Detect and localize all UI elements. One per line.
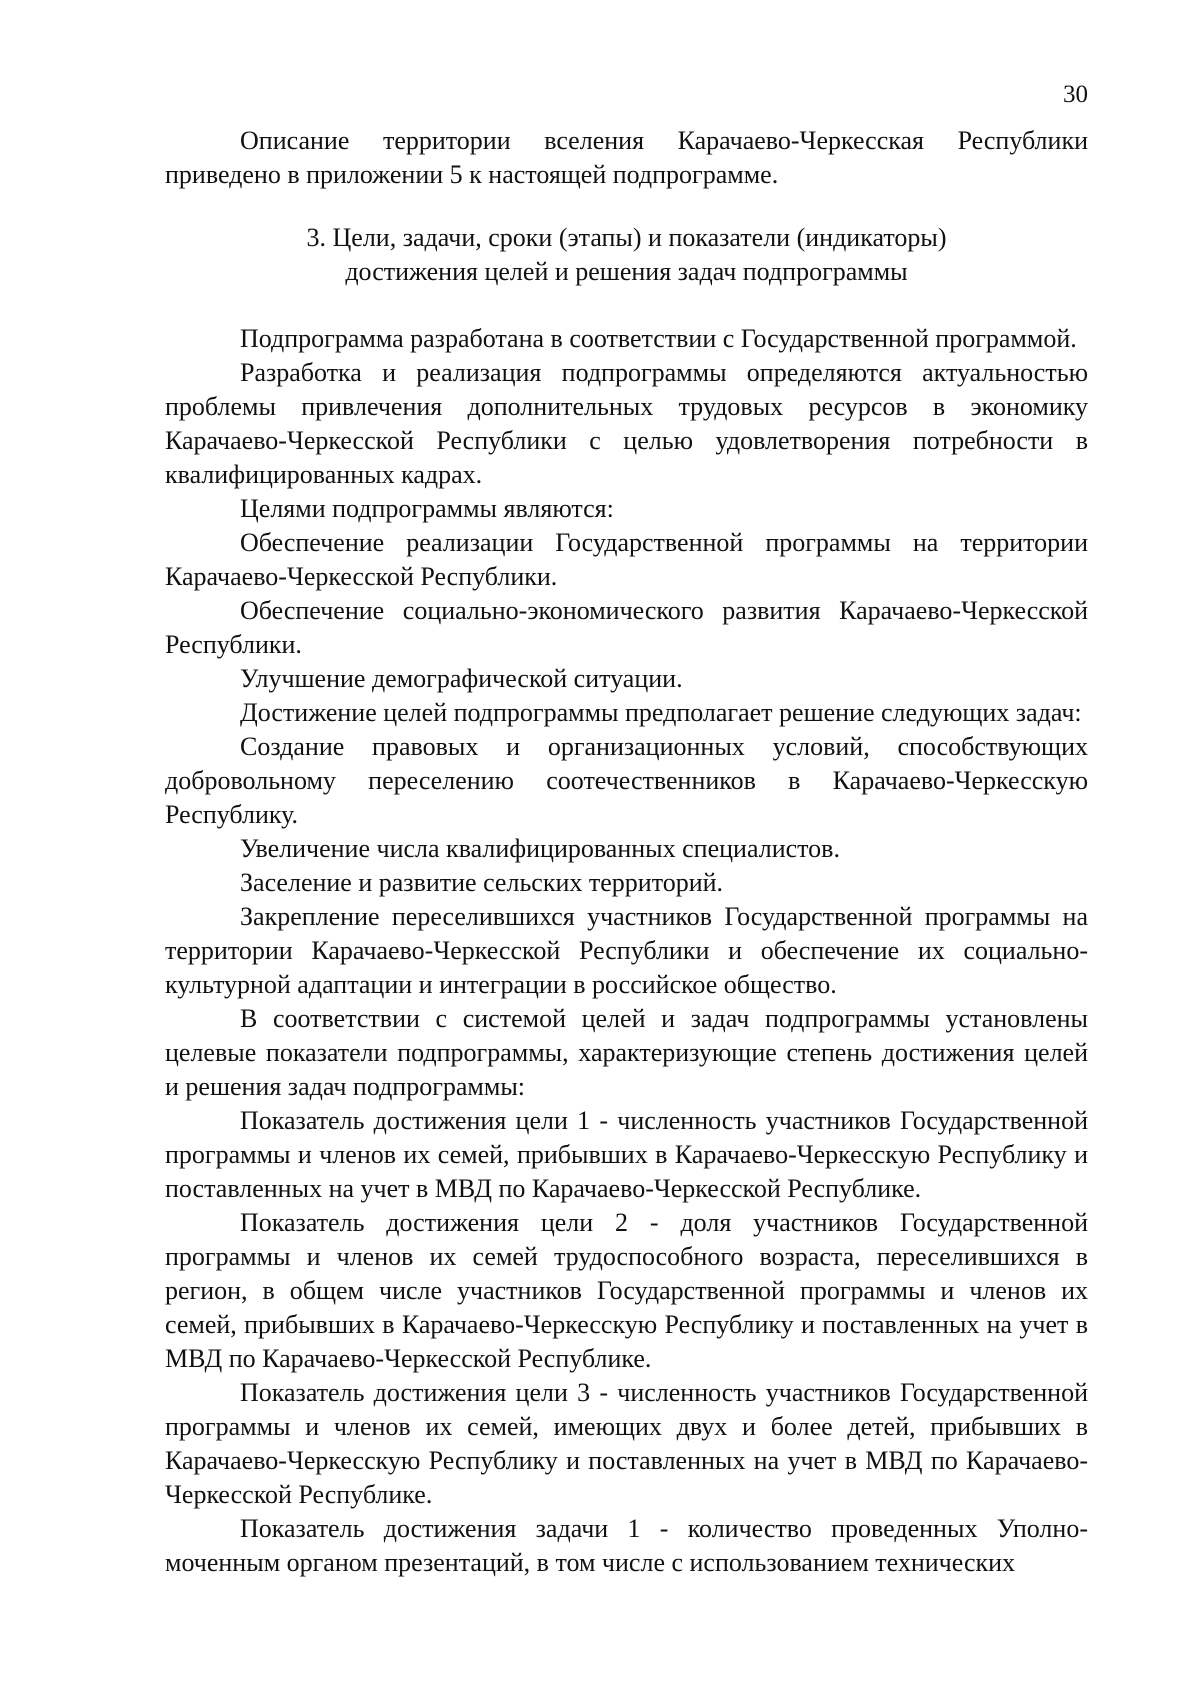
section-heading-line-1: 3. Цели, задачи, сроки (этапы) и показатели (индикаторы) xyxy=(306,223,947,252)
paragraph: Показатель достижения цели 2 - доля участников Государственной программы и членов их семей трудоспособного возраста, переселившихся в регион, в общем числе участников Государственной программы и членов их семей, прибывших в Карачаево-Черкесскую Республику и поставленных на учет в МВД по Карачаево-Черкесской Республике. xyxy=(165,1208,1088,1373)
section-heading xyxy=(165,221,1088,289)
page-number: 30 xyxy=(1063,81,1088,108)
paragraph: Увеличение числа квалифицированных специалистов. xyxy=(240,834,840,863)
paragraph: Целями подпрограммы являются: xyxy=(240,494,614,523)
paragraph: Улучшение демографической ситуации. xyxy=(240,664,683,693)
section-heading-line-2: достижения целей и решения задач подпрограммы xyxy=(345,257,908,286)
paragraph: Достижение целей подпрограммы предполагает решение следующих задач: xyxy=(240,698,1082,727)
paragraph: Обеспечение реализации Государственной программы на территории Карачаево-Черкесской Республики. xyxy=(165,528,1088,591)
paragraph: Подпрограмма разработана в соответствии с Государственной программой. xyxy=(240,324,1077,353)
paragraph: Показатель достижения цели 3 - численность участников Государственной программы и членов их семей, имеющих двух и более детей, прибывших в Карачаево-Черкесскую Республику и поставленных на учет в МВД по Карачаево-Черкесской Республике. xyxy=(165,1378,1088,1509)
paragraph: Показатель достижения цели 1 - численность участников Государственной программы и членов их семей, прибывших в Карачаево-Черкесскую Республику и поставленных на учет в МВД по Карачаево-Черкесской Республике. xyxy=(165,1106,1088,1203)
paragraph: В соответствии с системой целей и задач подпрограммы установлены целевые показатели подпрограммы, характеризующие степень достижения целей и решения задач подпрограммы: xyxy=(165,1004,1088,1101)
intro-paragraph: Описание территории вселения Карачаево-Черкесская Республики приведено в приложении 5 к настоящей подпрограмме. xyxy=(165,126,1088,189)
paragraph: Создание правовых и организационных условий, способствующих добровольному переселению соотечественников в Карачаево-Черкесскую Республику. xyxy=(165,732,1088,829)
paragraph: Показатель достижения задачи 1 - количество проведенных Уполномоченным органом презентаций, в том числе с использованием технических xyxy=(165,1514,1088,1577)
paragraph: Разработка и реализация подпрограммы определяются актуальностью проблемы привлечения дополнительных трудовых ресурсов в экономику Карачаево-Черкесской Республики с целью удовлетворения потребности в квалифицированных кадрах. xyxy=(165,358,1088,489)
paragraph: Обеспечение социально-экономического развития Карачаево-Черкесской Республики. xyxy=(165,596,1088,659)
paragraph: Закрепление переселившихся участников Государственной программы на территории Карачаево-Черкесской Республики и обеспечение их социально-культурной адаптации и интеграции в российское общество. xyxy=(165,902,1088,999)
paragraph: Заселение и развитие сельских территорий. xyxy=(240,868,724,897)
document-body xyxy=(165,124,1088,1580)
